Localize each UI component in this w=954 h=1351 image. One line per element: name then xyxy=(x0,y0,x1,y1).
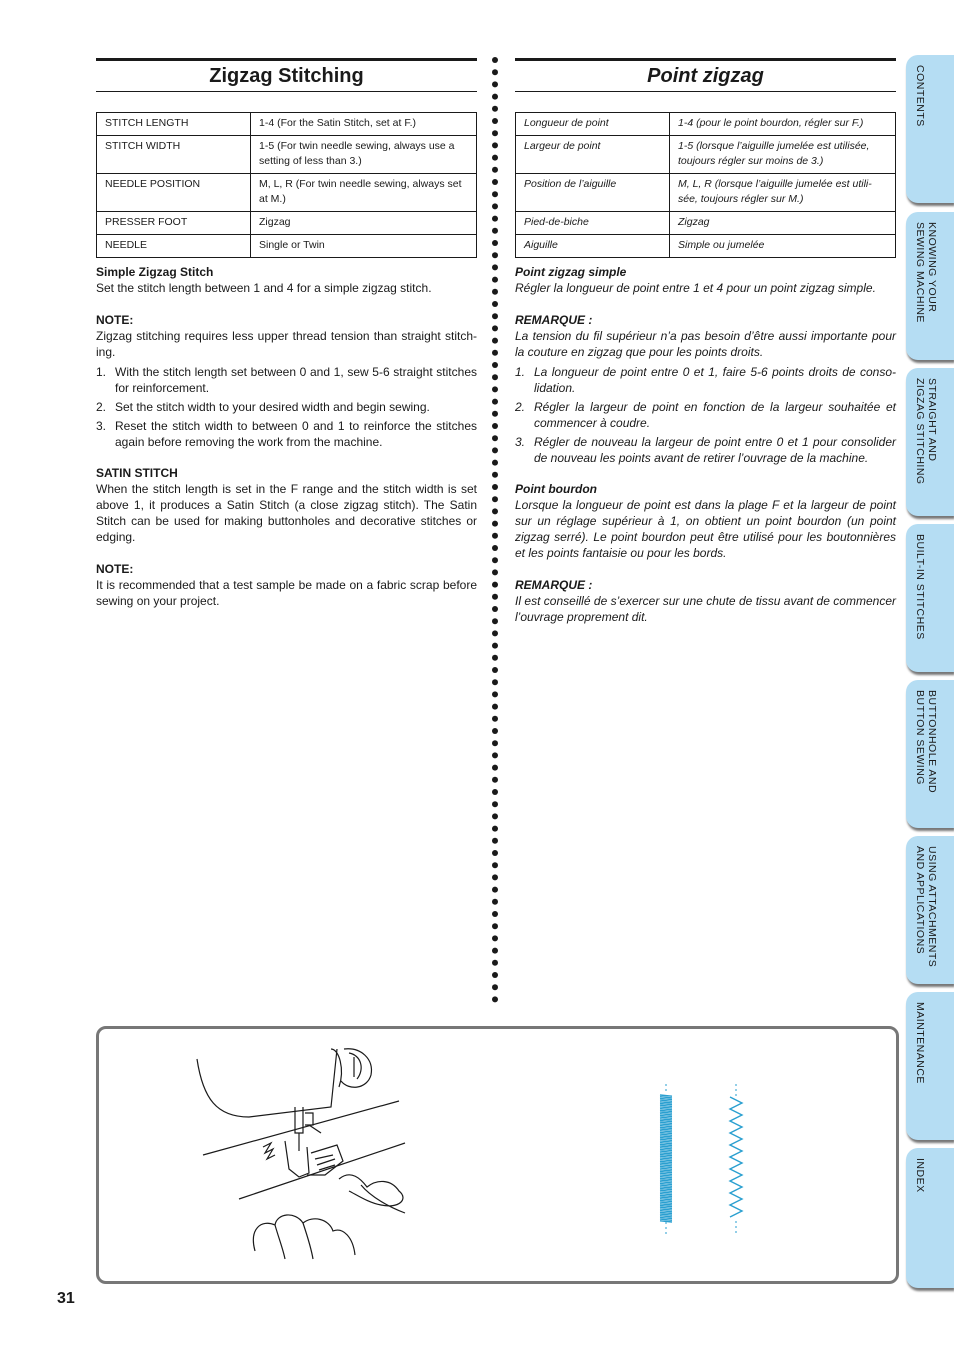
satin-stitch-line xyxy=(660,1127,672,1128)
satin-stitch-line xyxy=(660,1109,672,1110)
illustration-frame xyxy=(96,1026,899,1284)
divider-dot xyxy=(492,533,498,539)
divider-dot xyxy=(492,740,498,746)
divider-dot xyxy=(492,435,498,441)
satin-stitch-line xyxy=(660,1105,672,1106)
list-item: 3. Reset the stitch width to between 0 and 1 to reinforce the stitches again before removing the work from the machine. xyxy=(96,419,477,449)
page-title: Zigzag Stitching xyxy=(96,58,477,92)
divider-dot xyxy=(492,826,498,832)
divider-dot xyxy=(492,460,498,466)
divider-dot xyxy=(492,69,498,75)
divider-dot xyxy=(492,813,498,819)
satin-stitch-line xyxy=(660,1187,672,1188)
satin-stitch-line xyxy=(660,1189,672,1190)
note-text: La tension du fil supérieur n’a pas besoin d’être aussi importante pour la couture en zigzag que pour les points droits. xyxy=(515,329,896,359)
divider-dot xyxy=(492,94,498,100)
divider-dot xyxy=(492,130,498,136)
satin-stitch-line xyxy=(660,1192,672,1193)
divider-dot xyxy=(492,838,498,844)
list-item: 1. La longueur de point entre 0 et 1, faire 5-6 points droits de conso-lidation. xyxy=(515,365,896,395)
satin-stitch-line xyxy=(660,1161,672,1162)
divider-dot xyxy=(492,216,498,222)
divider-dot xyxy=(492,81,498,87)
table-row: Aiguille Simple ou jumelée xyxy=(516,235,896,258)
satin-stitch-line xyxy=(660,1110,672,1111)
divider-dot xyxy=(492,399,498,405)
satin-stitch-line xyxy=(660,1209,672,1210)
divider-dot xyxy=(492,142,498,148)
divider-dot xyxy=(492,484,498,490)
satin-stitch-line xyxy=(660,1170,672,1171)
satin-stitch-line xyxy=(660,1134,672,1135)
divider-dot xyxy=(492,301,498,307)
divider-dot xyxy=(492,472,498,478)
sewing-machine-drawing xyxy=(197,1049,405,1259)
table-row: PRESSER FOOT Zigzag xyxy=(97,212,477,235)
divider-dot xyxy=(492,716,498,722)
note-heading: NOTE: xyxy=(96,562,134,576)
divider-dot xyxy=(492,582,498,588)
divider-dot xyxy=(492,155,498,161)
divider-dot xyxy=(492,57,498,63)
satin-stitch-line xyxy=(660,1117,672,1118)
sewing-illustration xyxy=(99,1029,896,1281)
satin-stitch-line xyxy=(660,1143,672,1144)
satin-stitch-line xyxy=(660,1178,672,1179)
table-row: Largeur de point 1-5 (lorsque l’aiguille jumelée est utilisée, toujours régler sur moins de 3.) xyxy=(516,136,896,174)
list-item: 2. Régler la largeur de point en fonction de la largeur souhaitée et commencer à coudre. xyxy=(515,400,896,430)
english-column xyxy=(96,58,477,609)
paragraph: Lorsque la longueur de point est dans la plage F et la largeur de point sur un réglage supérieur à 1, on obtient un point bourdon (un point zigzag serré). Le point bourdon peut être utilisé pour les boutonnières et les points fantaisie ou pour les bords. xyxy=(515,498,896,560)
satin-stitch-line xyxy=(660,1180,672,1181)
list-item: 3. Régler de nouveau la largeur de point entre 0 et 1 pour consolider de nouveau les points avant de retirer l’ouvrage de la machine. xyxy=(515,435,896,465)
divider-dot xyxy=(492,374,498,380)
satin-stitch-line xyxy=(660,1139,672,1140)
divider-dot xyxy=(492,179,498,185)
divider-dot xyxy=(492,911,498,917)
satin-stitch-line xyxy=(660,1156,672,1157)
divider-dot xyxy=(492,106,498,112)
divider-dot xyxy=(492,667,498,673)
tab-using-attachments[interactable]: USING ATTACHMENTS AND APPLICATIONS xyxy=(906,836,954,984)
satin-stitch-line xyxy=(660,1194,672,1195)
divider-dot xyxy=(492,325,498,331)
divider-dot xyxy=(492,935,498,941)
satin-stitch-line xyxy=(660,1172,672,1173)
satin-stitch-line xyxy=(660,1119,672,1120)
satin-stitch-line xyxy=(660,1166,672,1167)
divider-dot xyxy=(492,313,498,319)
table-row: STITCH WIDTH 1-5 (For twin needle sewing, always use a setting of less than 3.) xyxy=(97,136,477,174)
divider-dot xyxy=(492,447,498,453)
satin-stitch-line xyxy=(660,1122,672,1123)
divider-dot xyxy=(492,691,498,697)
divider-dot xyxy=(492,643,498,649)
divider-dot xyxy=(492,338,498,344)
divider-dot xyxy=(492,630,498,636)
divider-dot xyxy=(492,899,498,905)
satin-stitch-line xyxy=(660,1163,672,1164)
section-heading: Point zigzag simple xyxy=(515,265,627,279)
divider-dot xyxy=(492,984,498,990)
note-heading: REMARQUE : xyxy=(515,313,593,327)
satin-stitch-line xyxy=(660,1217,672,1218)
divider-dot xyxy=(492,252,498,258)
satin-stitch-line xyxy=(660,1165,672,1166)
satin-stitch-line xyxy=(660,1098,672,1099)
satin-stitch-line xyxy=(660,1214,672,1215)
satin-stitch-line xyxy=(660,1219,672,1220)
steps-list xyxy=(515,364,896,466)
divider-dot xyxy=(492,264,498,270)
satin-stitch-line xyxy=(660,1097,672,1098)
satin-stitch-line xyxy=(660,1175,672,1176)
satin-stitch-line xyxy=(660,1114,672,1115)
divider-dot xyxy=(492,765,498,771)
divider-dot xyxy=(492,386,498,392)
satin-stitch-line xyxy=(660,1207,672,1208)
satin-stitch-line xyxy=(660,1132,672,1133)
settings-table-french xyxy=(515,112,896,258)
divider-dot xyxy=(492,277,498,283)
paragraph: When the stitch length is set in the F range and the stitch width is set above 1, it produces a Satin Stitch (a close zigzag stitch). The Satin Stitch can be used for making buttonholes and decorative stitches or edging. xyxy=(96,482,477,544)
section-heading: Simple Zigzag Stitch xyxy=(96,265,214,279)
satin-stitch-line xyxy=(660,1112,672,1113)
satin-stitch-sample xyxy=(660,1084,672,1234)
satin-stitch-line xyxy=(660,1151,672,1152)
divider-dot xyxy=(492,411,498,417)
divider-dot xyxy=(492,557,498,563)
divider-dot xyxy=(492,887,498,893)
satin-stitch-line xyxy=(660,1131,672,1132)
satin-stitch-line xyxy=(660,1195,672,1196)
satin-stitch-line xyxy=(660,1199,672,1200)
satin-stitch-line xyxy=(660,1124,672,1125)
divider-dot xyxy=(492,228,498,234)
divider-dot xyxy=(492,874,498,880)
satin-stitch-line xyxy=(660,1107,672,1108)
satin-stitch-line xyxy=(660,1185,672,1186)
paragraph: Set the stitch length between 1 and 4 for a simple zigzag stitch. xyxy=(96,281,432,295)
satin-stitch-line xyxy=(660,1212,672,1213)
satin-stitch-line xyxy=(660,1104,672,1105)
satin-stitch-line xyxy=(660,1126,672,1127)
divider-dot xyxy=(492,496,498,502)
divider-dot xyxy=(492,960,498,966)
satin-stitch-line xyxy=(660,1182,672,1183)
satin-stitch-line xyxy=(660,1200,672,1201)
divider-dot xyxy=(492,545,498,551)
paragraph: Régler la longueur de point entre 1 et 4 pour un point zigzag simple. xyxy=(515,281,876,295)
satin-stitch-line xyxy=(660,1155,672,1156)
table-row: NEEDLE Single or Twin xyxy=(97,235,477,258)
divider-dot xyxy=(492,350,498,356)
satin-stitch-line xyxy=(660,1221,672,1222)
table-row: STITCH LENGTH 1-4 (For the Satin Stitch, set at F.) xyxy=(97,113,477,136)
note-heading: REMARQUE : xyxy=(515,578,593,592)
note-text: It is recommended that a test sample be made on a fabric scrap before sewing on your project. xyxy=(96,578,477,608)
steps-list xyxy=(96,364,477,450)
satin-stitch-line xyxy=(660,1121,672,1122)
page-title-french: Point zigzag xyxy=(515,58,896,92)
divider-dot xyxy=(492,923,498,929)
divider-dot xyxy=(492,618,498,624)
satin-stitch-line xyxy=(660,1206,672,1207)
tab-buttonhole-and-button-sewing[interactable]: BUTTONHOLE AND BUTTON SEWING xyxy=(906,680,954,828)
divider-dot xyxy=(492,118,498,124)
settings-table xyxy=(96,112,477,258)
table-row: NEEDLE POSITION M, L, R (For twin needle sewing, always set at M.) xyxy=(97,174,477,212)
divider-dot xyxy=(492,289,498,295)
divider-dot xyxy=(492,362,498,368)
divider-dot xyxy=(492,203,498,209)
divider-dot xyxy=(492,423,498,429)
divider-dot xyxy=(492,801,498,807)
satin-stitch-line xyxy=(660,1144,672,1145)
divider-dot xyxy=(492,850,498,856)
satin-stitch-line xyxy=(660,1100,672,1101)
divider-dot xyxy=(492,704,498,710)
satin-stitch-line xyxy=(660,1160,672,1161)
divider-dot xyxy=(492,996,498,1002)
divider-dot xyxy=(492,777,498,783)
dotted-divider xyxy=(489,54,501,1009)
satin-stitch-line xyxy=(660,1173,672,1174)
satin-stitch-line xyxy=(660,1190,672,1191)
satin-stitch-line xyxy=(660,1138,672,1139)
divider-dot xyxy=(492,655,498,661)
divider-dot xyxy=(492,521,498,527)
satin-stitch-line xyxy=(660,1183,672,1184)
divider-dot xyxy=(492,167,498,173)
satin-stitch-line xyxy=(660,1153,672,1154)
divider-dot xyxy=(492,191,498,197)
divider-dot xyxy=(492,594,498,600)
note-text: Zigzag stitching requires less upper thread tension than straight stitch-ing. xyxy=(96,329,477,359)
tab-knowing-your-sewing-machine[interactable]: KNOWING YOUR SEWING MACHINE xyxy=(906,212,954,360)
table-row: Pied-de-biche Zigzag xyxy=(516,212,896,235)
tab-contents[interactable]: CONTENTS xyxy=(906,55,954,203)
zigzag-stitch-sample xyxy=(730,1084,742,1234)
divider-dot xyxy=(492,240,498,246)
satin-stitch-line xyxy=(660,1211,672,1212)
note-heading: NOTE: xyxy=(96,313,134,327)
divider-dot xyxy=(492,752,498,758)
list-item: 2. Set the stitch width to your desired width and begin sewing. xyxy=(96,400,430,414)
section-heading: SATIN STITCH xyxy=(96,466,178,480)
satin-stitch-line xyxy=(660,1141,672,1142)
satin-stitch-line xyxy=(660,1168,672,1169)
divider-dot xyxy=(492,862,498,868)
divider-dot xyxy=(492,606,498,612)
divider-dot xyxy=(492,972,498,978)
satin-stitch-line xyxy=(660,1158,672,1159)
divider-dot xyxy=(492,569,498,575)
table-row: Position de l’aiguille M, L, R (lorsque l’aiguille jumelée est utili-sée, toujours régler sur M.) xyxy=(516,174,896,212)
section-heading: Point bourdon xyxy=(515,482,597,496)
satin-stitch-line xyxy=(660,1115,672,1116)
satin-stitch-line xyxy=(660,1095,672,1096)
satin-stitch-line xyxy=(660,1204,672,1205)
note-text: Il est conseillé de s’exercer sur une chute de tissu avant de commencer l’ouvrage proprement dit. xyxy=(515,594,896,624)
satin-stitch-line xyxy=(660,1197,672,1198)
satin-stitch-line xyxy=(660,1202,672,1203)
satin-stitch-line xyxy=(660,1149,672,1150)
divider-dot xyxy=(492,948,498,954)
satin-stitch-line xyxy=(660,1146,672,1147)
satin-stitch-line xyxy=(660,1216,672,1217)
satin-stitch-line xyxy=(660,1136,672,1137)
page-number: 31 xyxy=(57,1290,75,1307)
list-item: 1. With the stitch length set between 0 and 1, sew 5-6 straight stitches for reinforcement. xyxy=(96,365,477,395)
satin-stitch-line xyxy=(660,1102,672,1103)
satin-stitch-line xyxy=(660,1177,672,1178)
tab-maintenance[interactable]: MAINTENANCE xyxy=(906,992,954,1140)
divider-dot xyxy=(492,679,498,685)
french-column xyxy=(515,58,896,625)
tab-built-in-stitches[interactable]: BUILT-IN STITCHES xyxy=(906,524,954,672)
table-row: Longueur de point 1-4 (pour le point bourdon, régler sur F.) xyxy=(516,113,896,136)
satin-stitch-line xyxy=(660,1129,672,1130)
tab-index[interactable]: INDEX xyxy=(906,1148,954,1288)
tab-straight-and-zigzag-stitching[interactable]: STRAIGHT AND ZIGZAG STITCHING xyxy=(906,368,954,516)
divider-dot xyxy=(492,789,498,795)
divider-dot xyxy=(492,728,498,734)
satin-stitch-line xyxy=(660,1148,672,1149)
divider-dot xyxy=(492,508,498,514)
